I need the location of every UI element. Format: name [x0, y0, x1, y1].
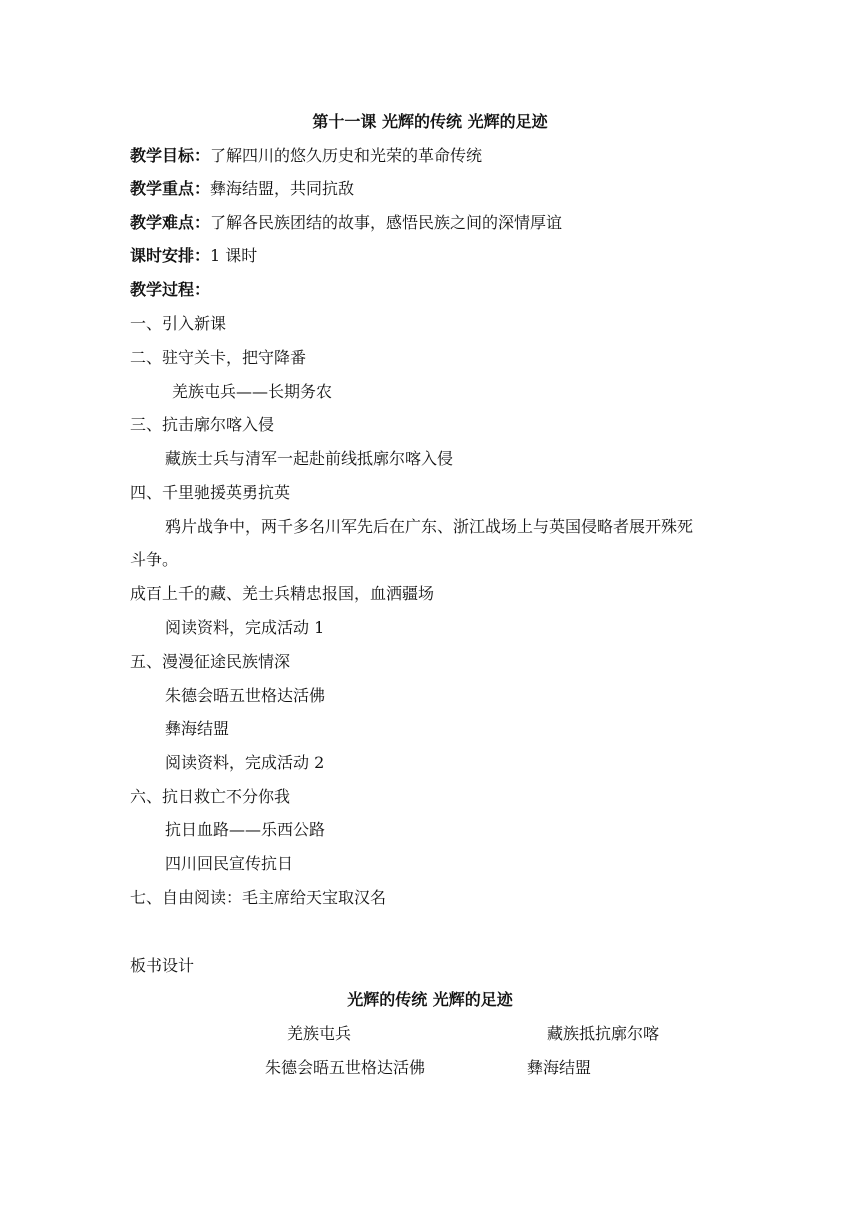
objective-value: 了解四川的悠久历史和光荣的革命传统 — [210, 146, 483, 165]
section-4-item-b: 成百上千的藏、羌士兵精忠报国，血洒疆场 — [130, 584, 435, 603]
section-6-item-a: 抗日血路——乐西公路 — [165, 820, 326, 839]
objective-label: 教学目标： — [130, 146, 211, 165]
process-heading: 教学过程： — [130, 280, 211, 299]
section-2: 二、驻守关卡，把守降番 — [130, 348, 307, 367]
board-item-4: 彝海结盟 — [527, 1058, 592, 1077]
section-2-item: 羌族屯兵——长期务农 — [172, 382, 333, 401]
section-5-item-c: 阅读资料，完成活动 2 — [165, 753, 325, 772]
difficulty-value: 了解各民族团结的故事，感悟民族之间的深情厚谊 — [210, 213, 563, 232]
section-5: 五、漫漫征途民族情深 — [130, 652, 291, 671]
section-6: 六、抗日救亡不分你我 — [130, 787, 291, 806]
difficulty-line — [130, 212, 562, 234]
difficulty-label: 教学难点： — [130, 213, 211, 232]
schedule-label: 课时安排： — [130, 246, 211, 265]
board-item-1: 羌族屯兵 — [287, 1024, 352, 1043]
lesson-title: 第十一课 光辉的传统 光辉的足迹 — [312, 112, 548, 131]
section-1: 一、引入新课 — [130, 314, 227, 333]
schedule-line — [130, 245, 257, 267]
section-3-item: 藏族士兵与清军一起赴前线抵廓尔喀入侵 — [165, 449, 454, 468]
board-label: 板书设计 — [130, 956, 195, 975]
board-item-2: 藏族抵抗廓尔喀 — [547, 1024, 660, 1043]
section-5-item-a: 朱德会晤五世格达活佛 — [165, 686, 326, 705]
board-item-3: 朱德会晤五世格达活佛 — [265, 1058, 426, 1077]
focus-label: 教学重点： — [130, 179, 211, 198]
section-3: 三、抗击廓尔喀入侵 — [130, 415, 275, 434]
schedule-value: 1 课时 — [210, 246, 258, 265]
focus-value: 彝海结盟，共同抗敌 — [210, 179, 355, 198]
section-7: 七、自由阅读：毛主席给天宝取汉名 — [130, 888, 387, 907]
board-title: 光辉的传统 光辉的足迹 — [347, 990, 513, 1009]
objective-line — [130, 145, 482, 167]
section-4-item-c: 阅读资料，完成活动 1 — [165, 618, 325, 637]
focus-line — [130, 178, 354, 200]
section-4: 四、千里驰援英勇抗英 — [130, 483, 291, 502]
section-5-item-b: 彝海结盟 — [165, 719, 230, 738]
section-4-para-line1: 鸦片战争中，两千多名川军先后在广东、浙江战场上与英国侵略者展开殊死 — [165, 517, 694, 536]
section-6-item-b: 四川回民宣传抗日 — [165, 854, 294, 873]
section-4-para-line2: 斗争。 — [130, 550, 179, 569]
